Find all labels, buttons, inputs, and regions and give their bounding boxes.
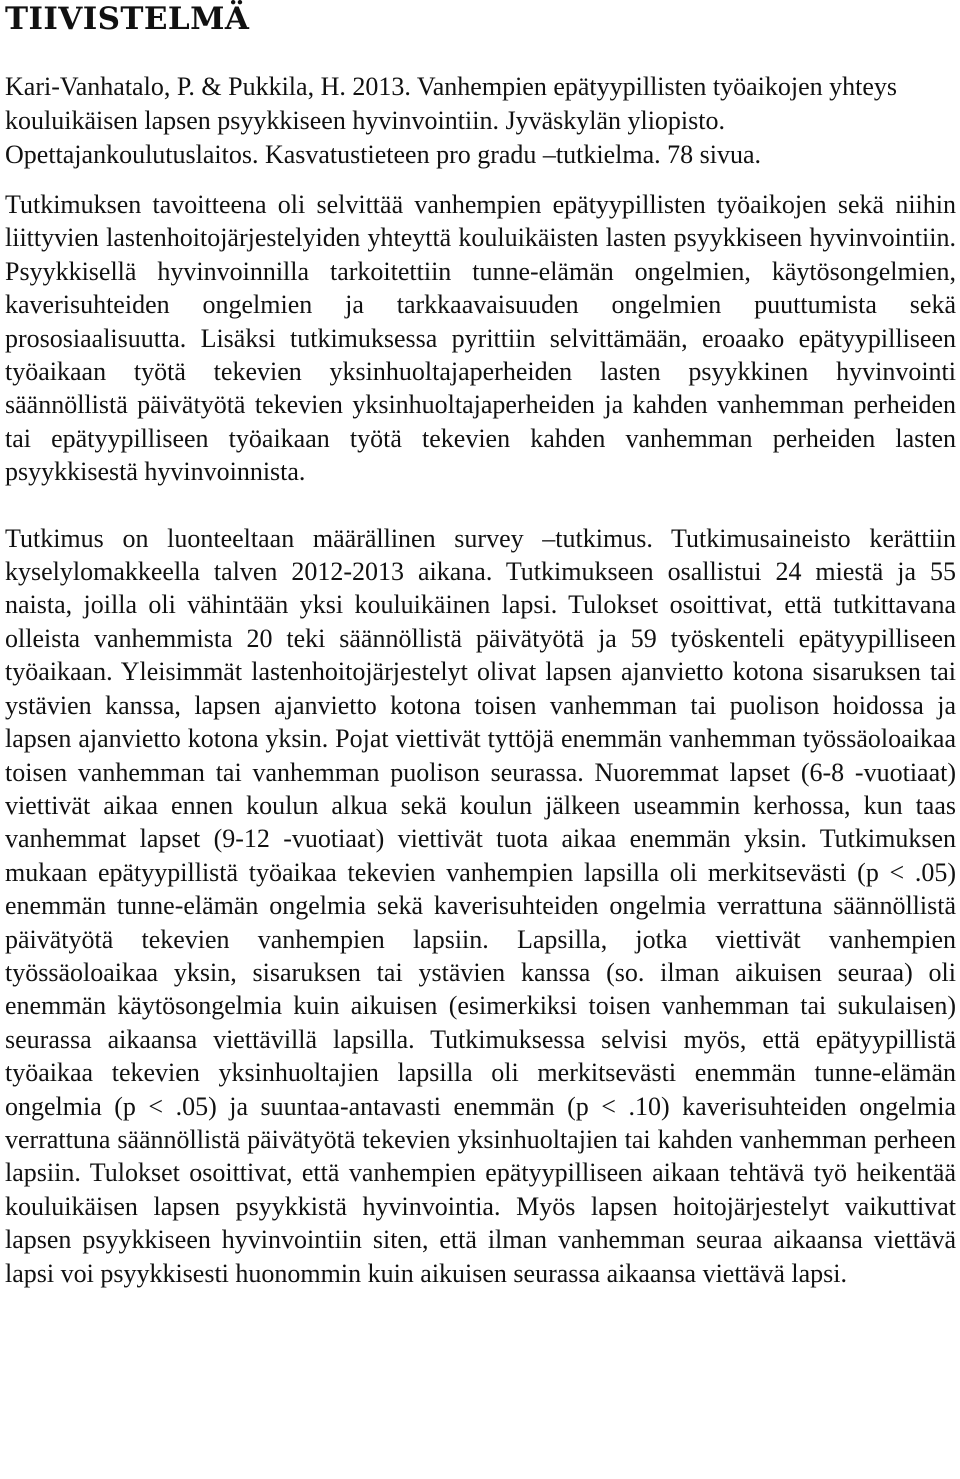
abstract-paragraph-methods-results: Tutkimus on luonteeltaan määrällinen survey –tutkimus. Tutkimusaineisto kerättiin kyselylomakkeella talven 2012-2013 aikana. Tutkimukseen osallistui 24 miestä ja 55 naista, joilla oli vähintään yksi kouluikäinen lapsi. Tulokset osoittivat, että tutkittavana olleista vanhemmista 20 teki säännöllistä päivätyötä ja 59 työskenteli epätyypilliseen työaikaan. Yleisimmät lastenhoitojärjestelyt olivat lapsen ajanvietto kotona sisaruksen tai ystävien kanssa, lapsen ajanvietto kotona toisen vanhemman tai puolison hoidossa ja lapsen ajanvietto kotona yksin. Pojat viettivät tyttöjä enemmän vanhemman työssäoloaikaa toisen vanhemman tai vanhemman puolison seurassa. Nuoremmat lapset (6-8 -vuotiaat) viettivät aikaa ennen koulun alkua sekä koulun jälkeen useammin kerhossa, kun taas vanhemmat lapset (9-12 -vuotiaat) viettivät tuota aikaa enemmän yksin. Tutkimuksen mukaan epätyypillistä työaikaa tekevien vanhempien lapsilla oli merkitsevästi (p < .05) enemmän tunne-elämän ongelmia sekä kaverisuhteiden ongelmia verrattuna säännöllistä päivätyötä tekevien vanhempien lapsiin. Lapsilla, jotka viettivät vanhempien työssäoloaikaa yksin, sisaruksen tai ystävien kanssa (so. ilman aikuisen seuraa) oli enemmän käytösongelmia kuin aikuisen (esimerkiksi toisen vanhemman tai sukulaisen) seurassa aikaansa viettävillä lapsilla. Tutkimuksessa selvisi myös, että epätyypillistä työaikaa tekevien yksinhuoltajien lapsilla oli merkitsevästi enemmän tunne-elämän ongelmia (p < .05) ja suuntaa-antavasti enemmän (p < .10) kaverisuhteiden ongelmia verrattuna säännöllistä päivätyötä tekevien yksinhuoltajien tai kahden vanhemman perheen lapsiin. Tulokset osoittivat, että vanhempien epätyypilliseen aikaan tehtävä työ heikentää kouluikäisen lapsen psyykkistä hyvinvointia. Myös lapsen hoitojärjestelyt vaikuttivat lapsen psyykkiseen hyvinvointiin siten, että ilman vanhemman seuraa aikaansa viettävä lapsi voi psyykkisesti huonommin kuin aikuisen seurassa aikaansa viettävä lapsi. [5, 523, 956, 1288]
abstract-paragraph-aims: Tutkimuksen tavoitteena oli selvittää vanhempien epätyypillisten työaikojen sekä niihin liittyvien lastenhoitojärjestelyiden yhteyttä kouluikäisten lasten psyykkiseen hyvinvointiin. Psyykkisellä hyvinvoinnilla tarkoitettiin tunne-elämän ongelmien, käytösongelmien, kaverisuhteiden ongelmien ja tarkkaavaisuuden ongelmien puuttumista sekä prososiaalisuutta. Lisäksi tutkimuksessa pyrittiin selvittämään, eroaako epätyypilliseen työaikaan työtä tekevien yksinhuoltajaperheiden lasten psyykkinen hyvinvointi säännöllistä päivätyötä tekevien yksinhuoltajaperheiden ja kahden vanhemman perheiden tai epätyypilliseen työaikaan työtä tekevien kahden vanhemman perheiden lasten psyykkisestä hyvinvoinnista. [5, 190, 956, 487]
section-heading: TIIVISTELMÄ [5, 1, 250, 37]
thesis-citation: Kari-Vanhatalo, P. & Pukkila, H. 2013. Vanhempien epätyypillisten työaikojen yhteys kouluikäisen lapsen psyykkiseen hyvinvointiin. Jyväskylän yliopisto. Opettajankoulutuslaitos. Kasvatustieteen pro gradu –tutkielma. 78 sivua. [5, 72, 898, 169]
